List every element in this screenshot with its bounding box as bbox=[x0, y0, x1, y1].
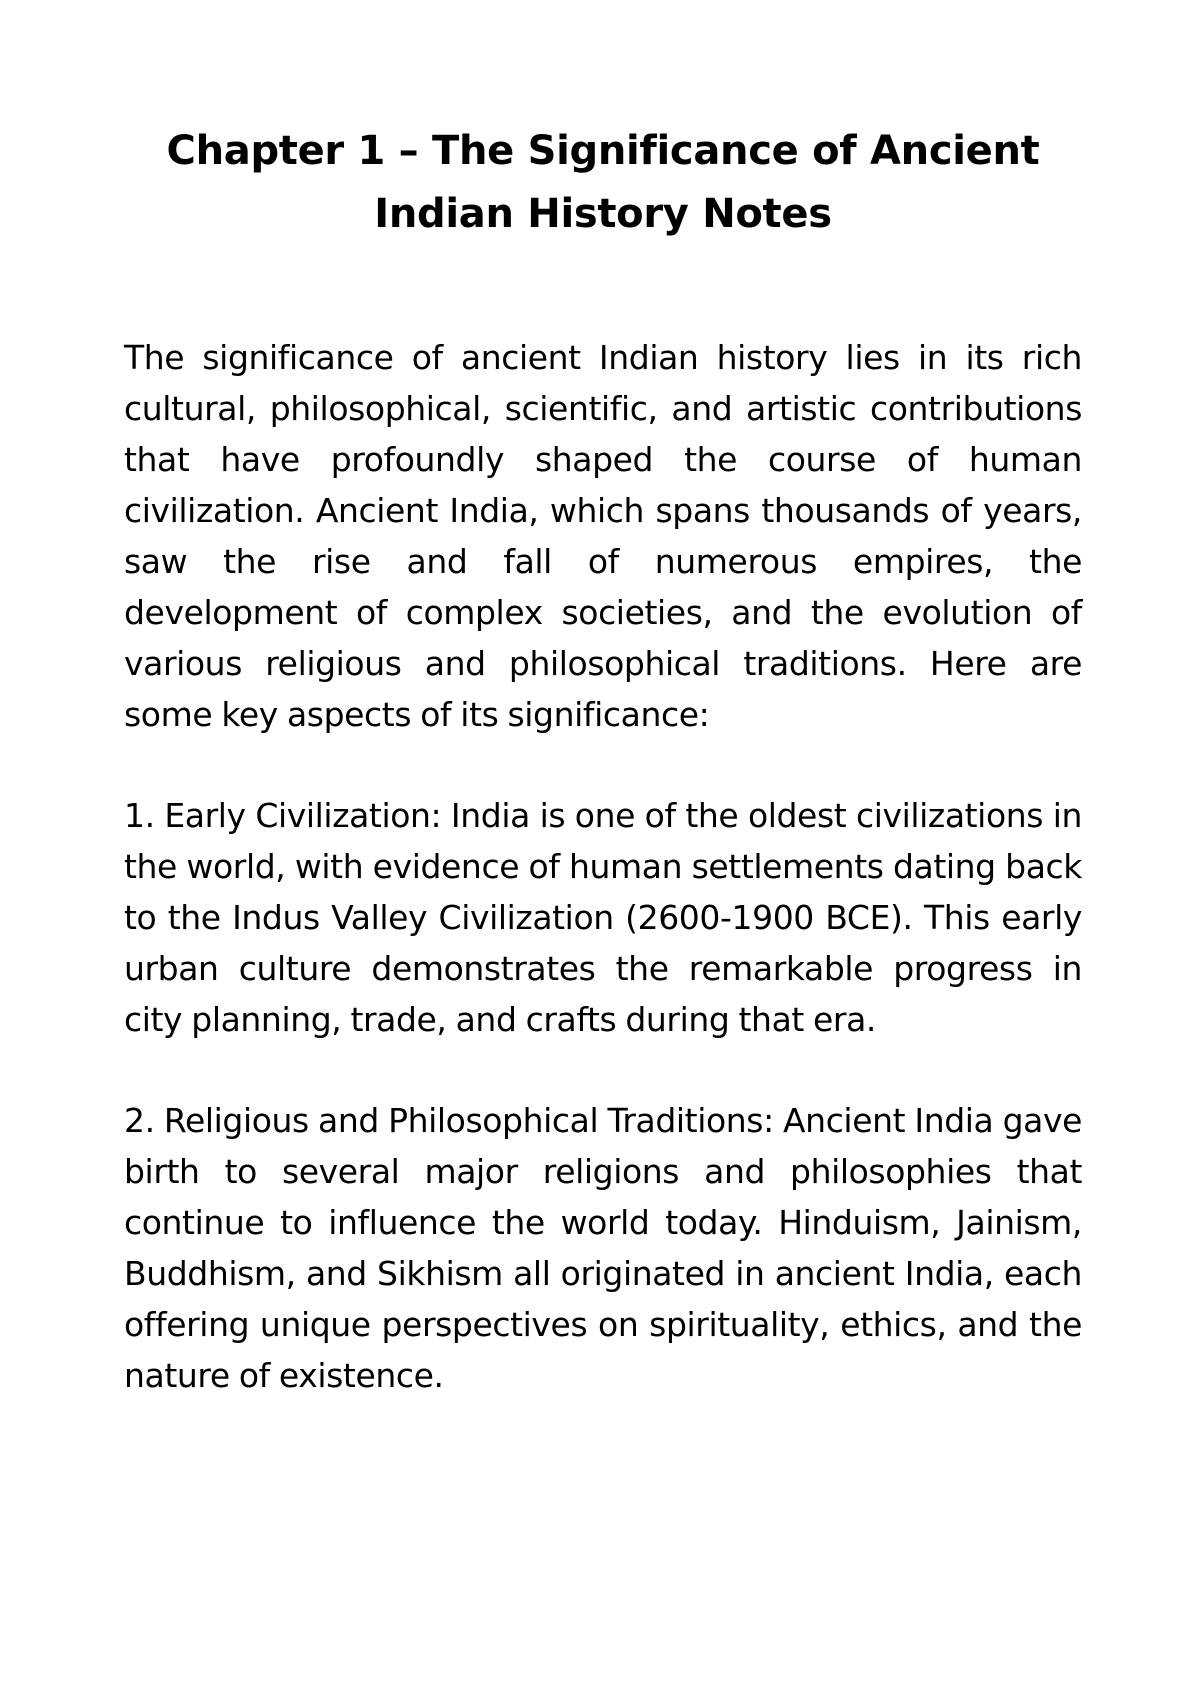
intro-paragraph: The significance of ancient Indian history lies in its rich cultural, philosophical, scientific, and artistic contributions that have profoundly shaped the course of human civilization. Ancient India, which spans thousands of years, saw the rise and fall of numerous empires, the development of complex societies, and the evolution of various religious and philosophical traditions. Here are some key aspects of its significance: bbox=[124, 338, 1082, 734]
page-title: Chapter 1 – The Significance of Ancient Indian History Notes bbox=[166, 128, 1040, 237]
early-civilization-paragraph: 1. Early Civilization: India is one of the oldest civilizations in the world, with evidence of human settlements dating back to the Indus Valley Civilization (2600-1900 BCE). This early urban culture demonstrates the remarkable progress in city planning, trade, and crafts during that era. bbox=[124, 796, 1082, 1039]
religious-traditions-paragraph: 2. Religious and Philosophical Traditions: Ancient India gave birth to several major religions and philosophies that continue to influence the world today. Hinduism, Jainism, Buddhism, and Sikhism all originated in ancient India, each offering unique perspectives on spirituality, ethics, and the nature of existence. bbox=[124, 1101, 1082, 1395]
